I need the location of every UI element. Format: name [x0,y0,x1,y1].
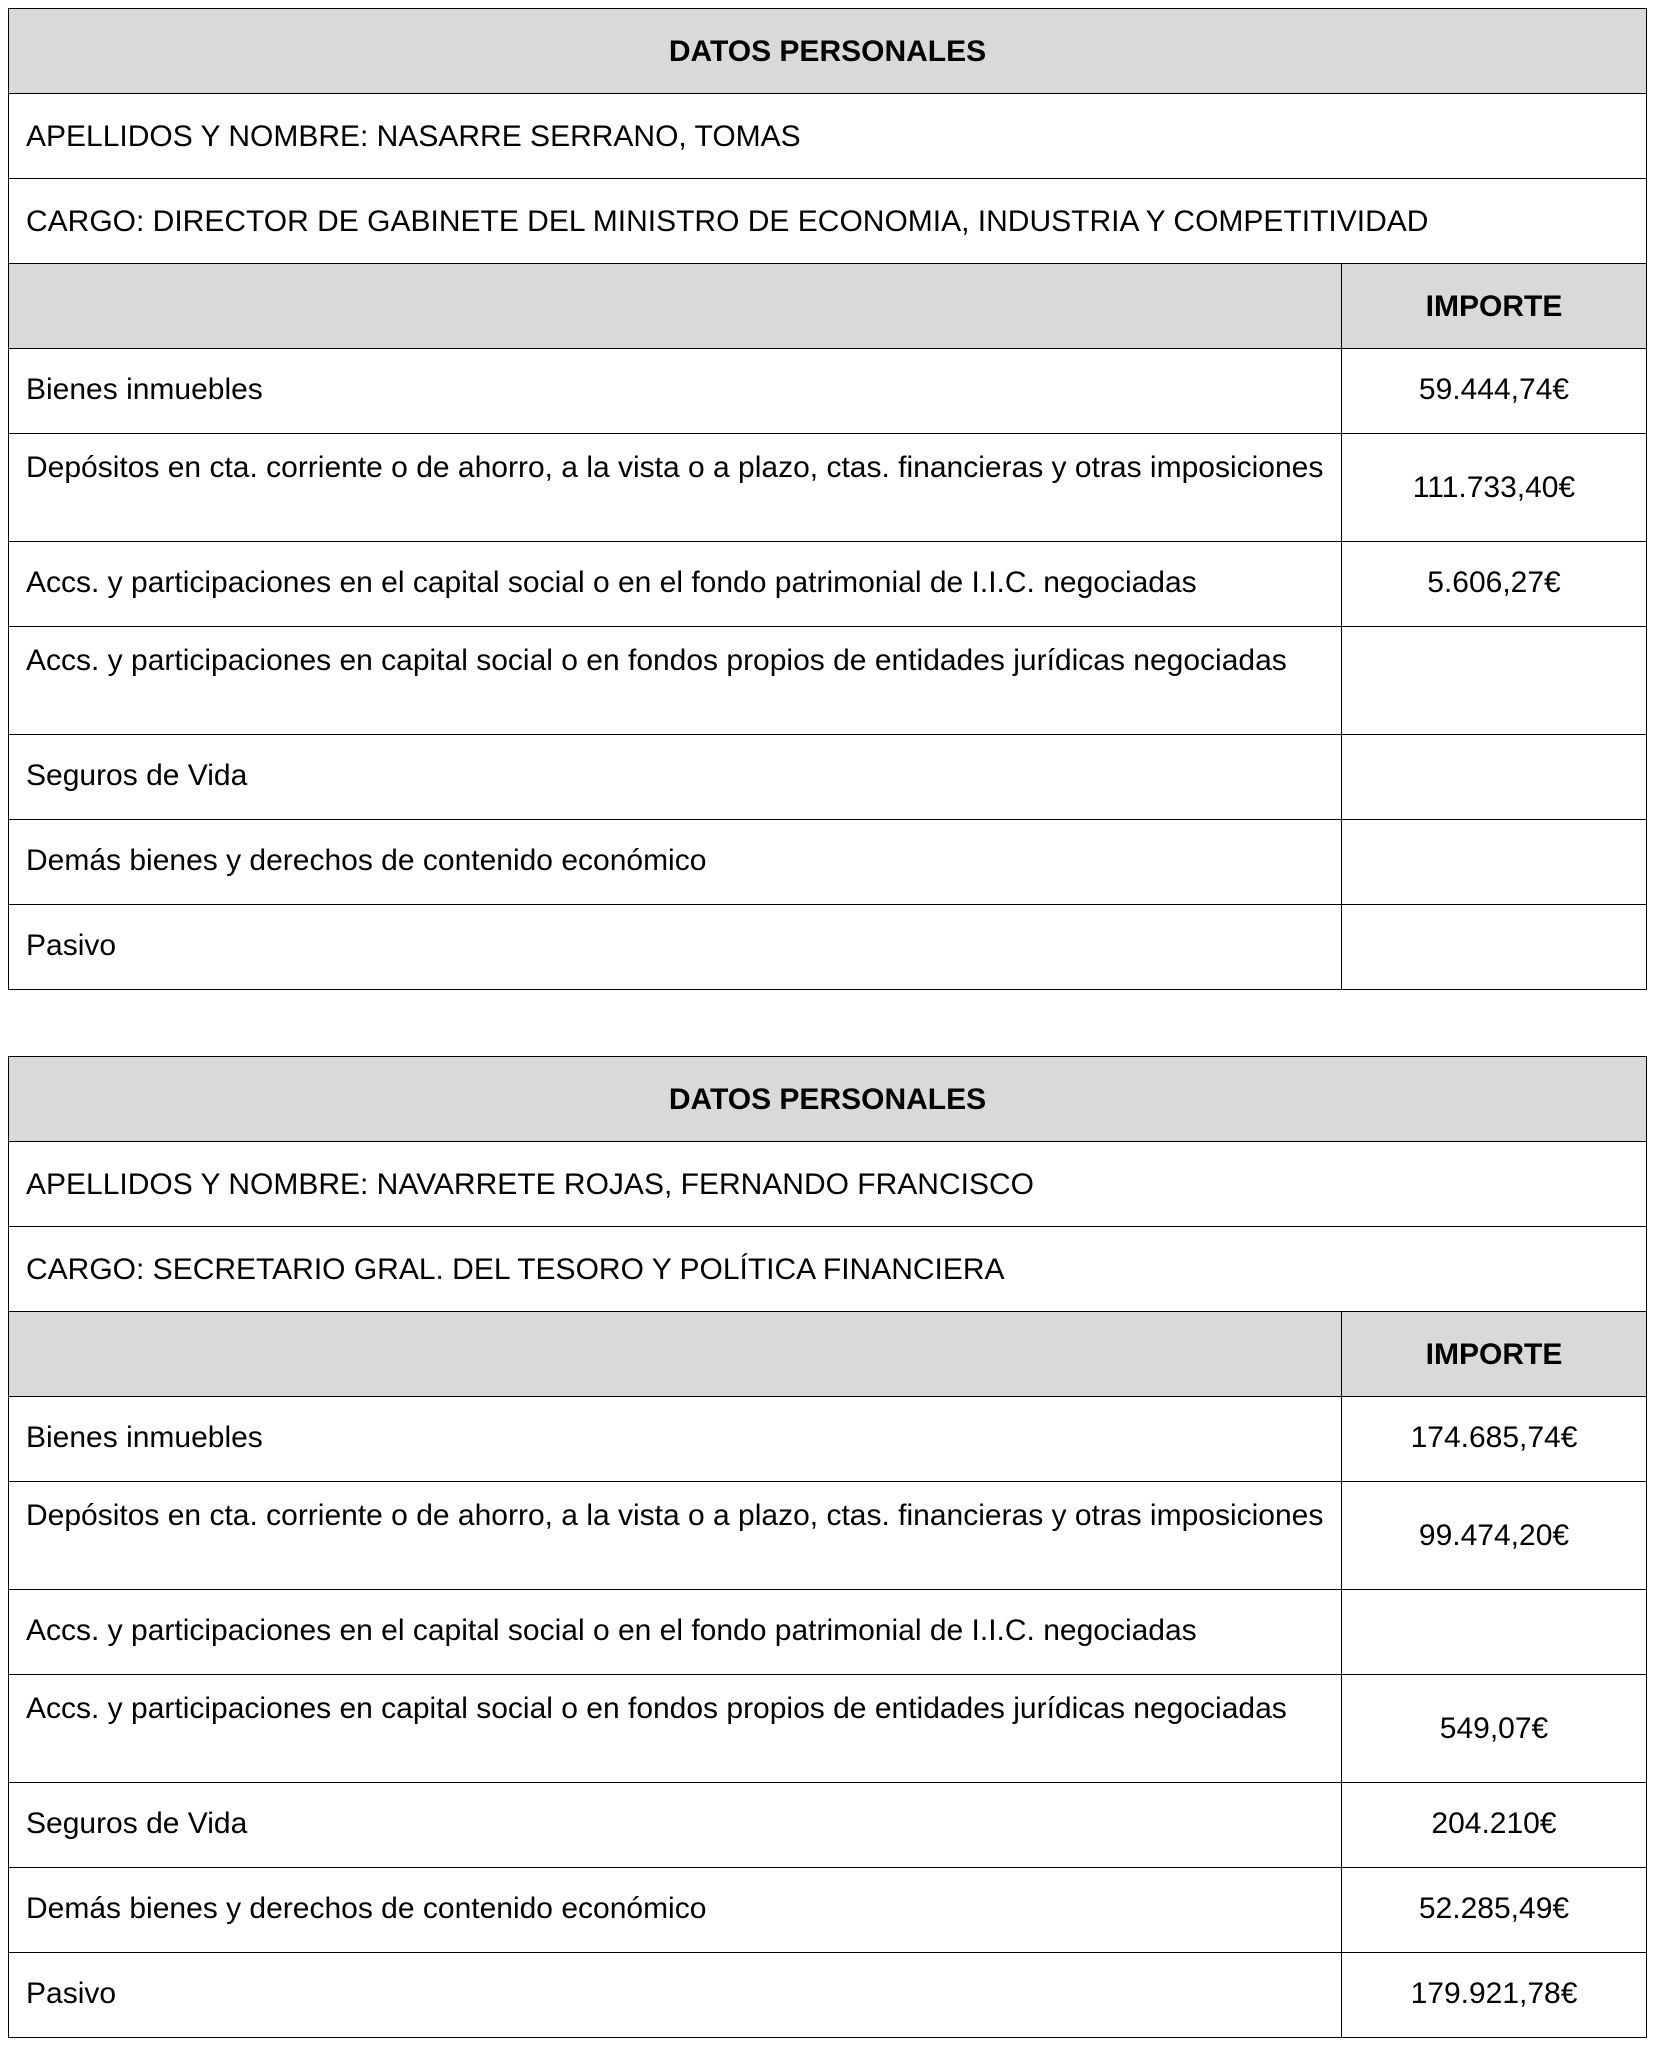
row-label: Demás bienes y derechos de contenido económico [9,1868,1342,1953]
row-label: Accs. y participaciones en el capital social o en el fondo patrimonial de I.I.C. negociadas [9,542,1342,627]
table-row [9,434,1647,542]
table-row [9,1953,1647,2038]
row-label: Seguros de Vida [9,1783,1342,1868]
row-amount [1342,735,1647,820]
table-row [9,627,1647,735]
name-row [9,1142,1647,1227]
column-header-row [9,1312,1647,1397]
table-row [9,735,1647,820]
table-row [9,1868,1647,1953]
column-header-blank [9,1312,1342,1397]
table-row [9,905,1647,990]
cargo-row [9,1227,1647,1312]
table-row [9,349,1647,434]
row-amount: 179.921,78€ [1342,1953,1647,2038]
person-name: APELLIDOS Y NOMBRE: NASARRE SERRANO, TOMAS [9,94,1647,179]
section-header: DATOS PERSONALES [9,9,1647,94]
row-label: Demás bienes y derechos de contenido económico [9,820,1342,905]
row-label: Seguros de Vida [9,735,1342,820]
row-amount: 174.685,74€ [1342,1397,1647,1482]
table-row [9,1397,1647,1482]
declaration-table-1 [8,8,1647,990]
cargo-row [9,179,1647,264]
importe-header: IMPORTE [1342,1312,1647,1397]
row-amount: 52.285,49€ [1342,1868,1647,1953]
section-header: DATOS PERSONALES [9,1057,1647,1142]
row-label: Bienes inmuebles [9,349,1342,434]
table-row [9,1783,1647,1868]
row-label: Depósitos en cta. corriente o de ahorro, a la vista o a plazo, ctas. financieras y otras imposiciones [9,434,1342,542]
row-label: Accs. y participaciones en capital social o en fondos propios de entidades jurídicas negociadas [9,1675,1342,1783]
row-label: Pasivo [9,1953,1342,2038]
name-row [9,94,1647,179]
importe-header: IMPORTE [1342,264,1647,349]
declaration-table-2 [8,1056,1647,2038]
row-amount [1342,905,1647,990]
table-row [9,1675,1647,1783]
person-name: APELLIDOS Y NOMBRE: NAVARRETE ROJAS, FERNANDO FRANCISCO [9,1142,1647,1227]
column-header-blank [9,264,1342,349]
row-amount: 5.606,27€ [1342,542,1647,627]
table-row [9,1590,1647,1675]
row-label: Accs. y participaciones en capital social o en fondos propios de entidades jurídicas negociadas [9,627,1342,735]
table-row [9,1482,1647,1590]
row-amount [1342,820,1647,905]
person-cargo: CARGO: SECRETARIO GRAL. DEL TESORO Y POLÍTICA FINANCIERA [9,1227,1647,1312]
row-amount: 204.210€ [1342,1783,1647,1868]
row-amount [1342,1590,1647,1675]
row-amount: 99.474,20€ [1342,1482,1647,1590]
row-label: Accs. y participaciones en el capital social o en el fondo patrimonial de I.I.C. negociadas [9,1590,1342,1675]
row-amount [1342,627,1647,735]
table-row [9,542,1647,627]
row-label: Pasivo [9,905,1342,990]
row-amount: 59.444,74€ [1342,349,1647,434]
section-header-row [9,9,1647,94]
column-header-row [9,264,1647,349]
row-label: Bienes inmuebles [9,1397,1342,1482]
person-cargo: CARGO: DIRECTOR DE GABINETE DEL MINISTRO DE ECONOMIA, INDUSTRIA Y COMPETITIVIDAD [9,179,1647,264]
row-amount: 549,07€ [1342,1675,1647,1783]
section-header-row [9,1057,1647,1142]
row-label: Depósitos en cta. corriente o de ahorro, a la vista o a plazo, ctas. financieras y otras imposiciones [9,1482,1342,1590]
table-row [9,820,1647,905]
row-amount: 111.733,40€ [1342,434,1647,542]
